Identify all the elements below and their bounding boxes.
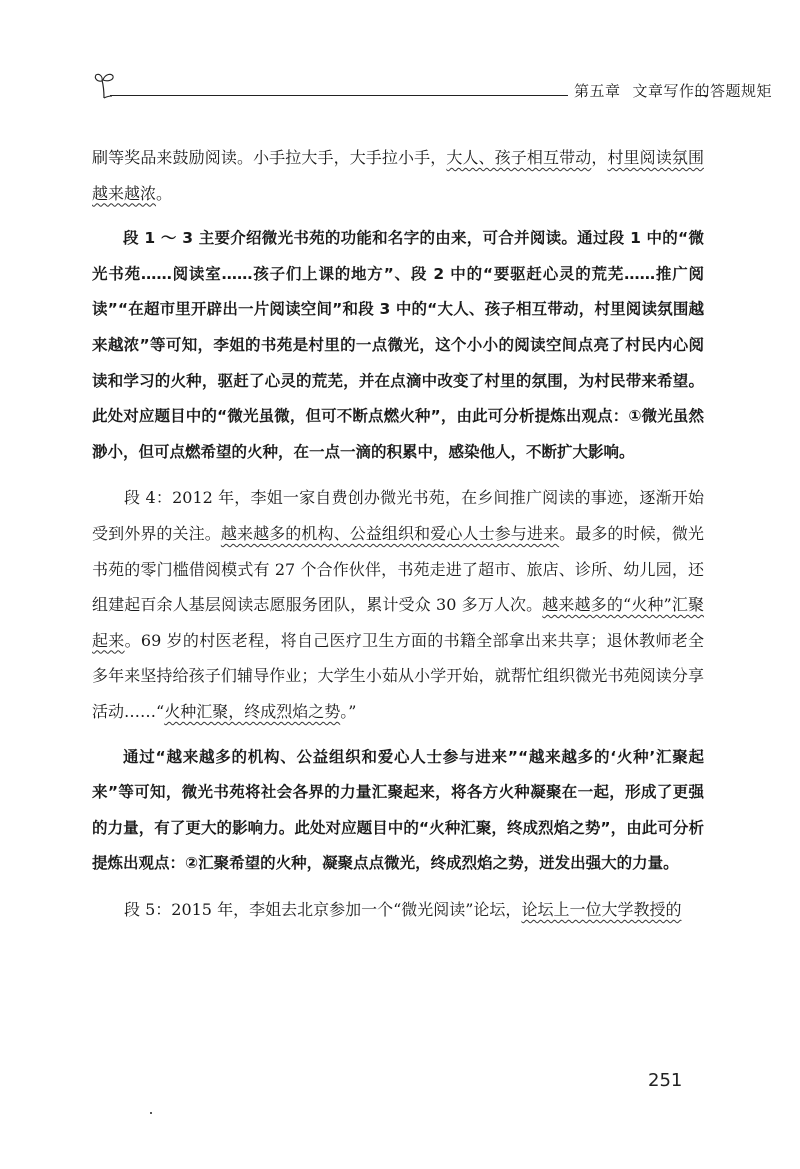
paragraph-5: [92, 892, 704, 928]
text-run: 。最多的时候，微光书苑的零门槛借阅模式有 27 个合作伙伴，书苑走进了超市、旅店、诊所、幼儿园，还组建起百余人基层阅读志愿服务团队，累计受众 30 多万人次。: [92, 523, 704, 615]
page-body: [92, 140, 704, 937]
text-run: 。69 岁的村医老程，将自己医疗卫生方面的书籍全部拿出来共享；退休教师老全多年来坚持给孩子们辅导作业；大学生小茹从小学开始，就帮忙组织微光书苑阅读分享活动……“: [92, 630, 704, 721]
emphasis-underline: 论坛上一位大学教授的: [521, 899, 682, 919]
text-run: 段 4：2012 年，李姐一家自费创办微光书苑，在乡间推广阅读的事迹，逐渐开始受到外界的关注。: [92, 488, 704, 543]
text-run: 段 5：2015 年，李姐去北京参加一个“微光阅读”论坛，: [124, 899, 522, 919]
paragraph-2-analysis: 段 1 ～ 3 主要介绍微光书苑的功能和名字的由来，可合并阅读。通过段 1 中的“微光书苑……阅读室……孩子们上课的地方”、段 2 中的“要驱赶心灵的荒芜……推广阅读”“在超市里开辟出一片阅读空间”和段 3 中的“大人、孩子相互带动，村里阅读氛围越来越浓”等可知，李姐的书苑是村里的一点微光，这个小小的阅读空间点亮了村民内心阅读和学习的火种，驱赶了心灵的荒芜，并在点滴中改变了村里的氛围，为村民带来希望。此处对应题目中的“微光虽微，但可不断点燃火种”，由此可分析提炼出观点：①微光虽然渺小，但可点燃希望的火种，在一点一滴的积累中，感染他人，不断扩大影响。: [92, 229, 704, 461]
chapter-heading: [574, 80, 772, 101]
text-run: ，: [591, 148, 608, 167]
text-run: 。”: [340, 701, 357, 721]
paragraph-3: [92, 480, 704, 729]
chapter-number: 第五章: [574, 82, 621, 100]
emphasis-underline: 越来越多的机构、公益组织和爱心人士参与进来: [220, 523, 560, 543]
emphasis-underline: 越来越多的“火种”汇聚起来: [92, 595, 704, 650]
paragraph-4-analysis: 通过“越来越多的机构、公益组织和爱心人士参与进来”“越来越多的‘火种’汇聚起来”等可知，微光书苑将社会各界的力量汇聚起来，将各方火种凝聚在一起，形成了更强的力量，有了更大的影响力。此处对应题目中的“火种汇聚，终成烈焰之势”，由此可分析提炼出观点：②汇聚希望的火种，凝聚点点微光，终成烈焰之势，迸发出强大的力量。: [92, 747, 704, 873]
paragraph-1: [92, 140, 704, 211]
running-header: [92, 70, 773, 104]
header-rule-right: [695, 95, 708, 96]
scan-speck: [150, 1112, 152, 1114]
emphasis-underline: 大人、孩子相互带动: [446, 148, 592, 167]
page-number: 251: [648, 1070, 683, 1091]
text-run: 。: [156, 183, 173, 203]
chapter-title: 文章写作的答题规矩: [632, 82, 773, 100]
header-rule-left: [110, 95, 568, 96]
emphasis-underline: 火种汇聚，终成烈焰之势: [164, 701, 341, 721]
emphasis-underline: 村里阅读氛围越来越浓: [92, 148, 704, 203]
text-run: 刷等奖品来鼓励阅读。小手拉大手，大手拉小手，: [92, 148, 447, 167]
